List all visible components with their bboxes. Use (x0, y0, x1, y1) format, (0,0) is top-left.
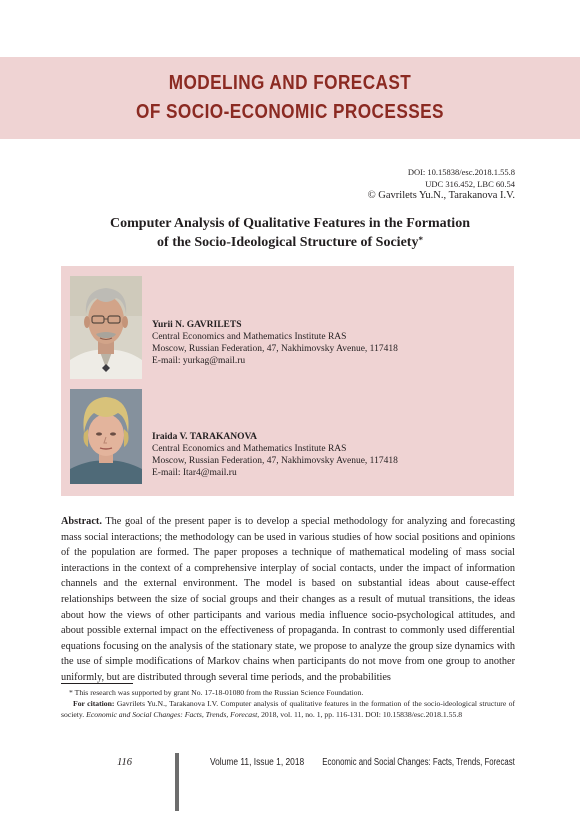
footnote-marker[interactable]: * (418, 235, 423, 245)
abstract-text: The goal of the present paper is to develop a special methodology for analyzing and forecasting mass social interactions; the methodology can be used in various studies of how social positions and opinions of the population are formed. The paper proposes a technique of mathematical modeling of mass social interactions in the context of a comprehensive interplay of social contacts, under the impact of information channels and the external environment. The model is based on substantial ideas about cause-effect relationships between the size of social groups and their changes as a result of mutual transitions, the ideas about how the views of other participants and various media influence socio-psychological attitudes, and about possible external impact on the effectiveness of propaganda. In contrast to commonly used differential equations focusing on the analysis of the stationary state, we propose to analyze the group size dynamics with the use of simple modifications of Markov chains when participants do not move from one group to another uniformly, but are distributed through several time periods, and the probabilities (61, 516, 515, 683)
section-title-line2: OF SOCIO-ECONOMIC PROCESSES (136, 101, 444, 123)
citation-footnote (61, 699, 515, 720)
author-photo-tarakanova (70, 389, 142, 484)
author-name: Yurii N. GAVRILETS (152, 320, 242, 330)
page-number: 116 (117, 757, 132, 768)
article-title-line2 (60, 232, 520, 251)
abstract (61, 514, 515, 686)
copyright-line: © Gavrilets Yu.N., Tarakanova I.V. (367, 190, 515, 201)
author-affiliation: Central Economics and Mathematics Institute RAS (152, 444, 347, 454)
footer-journal: Economic and Social Changes: Facts, Trends, Forecast (322, 757, 515, 768)
author-info-1 (152, 319, 398, 367)
author-info-2 (152, 431, 398, 479)
footer-volume: Volume 11, Issue 1, 2018 (210, 757, 305, 768)
author-address: Moscow, Russian Federation, 47, Nakhimovsky Avenue, 117418 (152, 456, 398, 466)
author-email[interactable]: E-mail: Itar4@mail.ru (152, 468, 237, 478)
footer-divider (175, 753, 179, 811)
citation-journal: Economic and Social Changes: Facts, Trends, Forecast, (86, 709, 260, 719)
section-title-line1: MODELING AND FORECAST (168, 72, 412, 94)
article-title-line1 (60, 215, 520, 232)
udc-line: UDC 316.452, LBC 60.54 (425, 179, 515, 189)
author-address: Moscow, Russian Federation, 47, Nakhimovsky Avenue, 117418 (152, 344, 398, 354)
author-affiliation: Central Economics and Mathematics Institute RAS (152, 332, 347, 342)
citation-label: For citation: (73, 699, 115, 708)
funding-footnote: * This research was supported by grant No. 17-18-01080 from the Russian Science Foundation. (69, 688, 364, 697)
doi-line: DOI: 10.15838/esc.2018.1.55.8 (407, 167, 515, 177)
author-name: Iraida V. TARAKANOVA (152, 432, 257, 442)
citation-text: Gavrilets Yu.N., Tarakanova I.V. Computer analysis of qualitative features in the formation of the socio-ideological structure of society. (61, 699, 516, 719)
section-banner (0, 57, 580, 139)
article-title-text1: Computer Analysis of Qualitative Features in the Formation (110, 216, 470, 231)
footnote-divider (61, 683, 133, 684)
author-photo-gavrilets (70, 276, 142, 379)
author-email[interactable]: E-mail: yurkag@mail.ru (152, 356, 246, 366)
abstract-label: Abstract. (61, 516, 102, 527)
citation-rest: 2018, vol. 11, no. 1, pp. 116-131. DOI: 10.15838/esc.2018.1.55.8 (261, 709, 463, 719)
article-title-text2: of the Socio-Ideological Structure of Society (157, 235, 419, 250)
